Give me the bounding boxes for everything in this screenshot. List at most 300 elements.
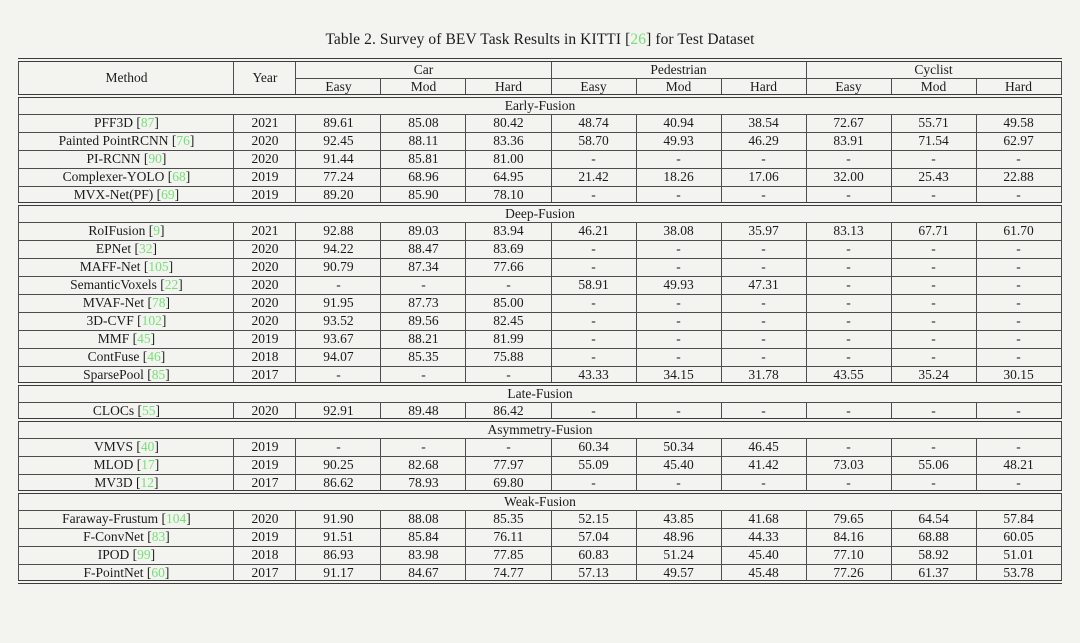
col-header-pedestrian-hard: Hard xyxy=(721,78,806,96)
table-row xyxy=(19,312,1061,330)
value-cell: 18.26 xyxy=(636,168,721,186)
method-cell: Complexer-YOLO [68] xyxy=(19,168,234,186)
caption-citation-link[interactable]: 26 xyxy=(630,31,647,48)
value-cell: 49.57 xyxy=(636,564,721,582)
value-cell: - xyxy=(806,150,891,168)
value-cell: 91.90 xyxy=(296,510,381,528)
value-cell: 55.71 xyxy=(891,114,976,132)
value-cell: 68.96 xyxy=(381,168,466,186)
section-header-row xyxy=(19,420,1061,438)
method-cell: ContFuse [46] xyxy=(19,348,234,366)
caption-text-prefix: Table 2. Survey of BEV Task Results in KITTI [ xyxy=(325,31,631,48)
value-cell: - xyxy=(976,294,1061,312)
year-cell: 2019 xyxy=(234,186,296,204)
table-row xyxy=(19,240,1061,258)
value-cell: 92.88 xyxy=(296,222,381,240)
col-header-cyclist-mod: Mod xyxy=(891,78,976,96)
value-cell: 55.09 xyxy=(551,456,636,474)
value-cell: - xyxy=(721,330,806,348)
value-cell: - xyxy=(976,402,1061,420)
method-cell: SemanticVoxels [22] xyxy=(19,276,234,294)
value-cell: 89.61 xyxy=(296,114,381,132)
table-row xyxy=(19,330,1061,348)
value-cell: - xyxy=(976,186,1061,204)
year-cell: 2020 xyxy=(234,312,296,330)
section-label: Early-Fusion xyxy=(19,96,1061,114)
col-header-pedestrian-mod: Mod xyxy=(636,78,721,96)
table-row xyxy=(19,150,1061,168)
value-cell: 78.93 xyxy=(381,474,466,492)
value-cell: 34.15 xyxy=(636,366,721,384)
value-cell: - xyxy=(636,240,721,258)
method-cell: MMF [45] xyxy=(19,330,234,348)
value-cell: 85.00 xyxy=(466,294,551,312)
value-cell: 77.85 xyxy=(466,546,551,564)
value-cell: 85.35 xyxy=(381,348,466,366)
value-cell: 88.47 xyxy=(381,240,466,258)
value-cell: - xyxy=(721,348,806,366)
value-cell: - xyxy=(976,348,1061,366)
value-cell: - xyxy=(806,186,891,204)
value-cell: - xyxy=(466,438,551,456)
value-cell: - xyxy=(891,258,976,276)
value-cell: 81.99 xyxy=(466,330,551,348)
value-cell: - xyxy=(636,312,721,330)
value-cell: - xyxy=(721,240,806,258)
value-cell: 80.42 xyxy=(466,114,551,132)
method-cell: MVAF-Net [78] xyxy=(19,294,234,312)
method-cell: EPNet [32] xyxy=(19,240,234,258)
value-cell: 60.83 xyxy=(551,546,636,564)
value-cell: 25.43 xyxy=(891,168,976,186)
value-cell: 49.93 xyxy=(636,132,721,150)
value-cell: 22.88 xyxy=(976,168,1061,186)
citation-link[interactable]: 55 xyxy=(142,402,156,418)
value-cell: 55.06 xyxy=(891,456,976,474)
year-cell: 2020 xyxy=(234,276,296,294)
value-cell: - xyxy=(721,150,806,168)
value-cell: - xyxy=(806,330,891,348)
value-cell: - xyxy=(806,276,891,294)
value-cell: 32.00 xyxy=(806,168,891,186)
value-cell: 93.67 xyxy=(296,330,381,348)
value-cell: - xyxy=(806,240,891,258)
value-cell: 35.24 xyxy=(891,366,976,384)
value-cell: 86.42 xyxy=(466,402,551,420)
value-cell: - xyxy=(296,366,381,384)
value-cell: 53.78 xyxy=(976,564,1061,582)
value-cell: 79.65 xyxy=(806,510,891,528)
value-cell: 17.06 xyxy=(721,168,806,186)
value-cell: - xyxy=(806,294,891,312)
year-cell: 2017 xyxy=(234,564,296,582)
col-header-cyclist-easy: Easy xyxy=(806,78,891,96)
year-cell: 2019 xyxy=(234,438,296,456)
method-cell: IPOD [99] xyxy=(19,546,234,564)
value-cell: 69.80 xyxy=(466,474,551,492)
value-cell: 91.44 xyxy=(296,150,381,168)
value-cell: - xyxy=(806,258,891,276)
value-cell: 77.97 xyxy=(466,456,551,474)
table-row xyxy=(19,186,1061,204)
value-cell: - xyxy=(551,240,636,258)
value-cell: 62.97 xyxy=(976,132,1061,150)
col-header-car-easy: Easy xyxy=(296,78,381,96)
value-cell: 85.81 xyxy=(381,150,466,168)
value-cell: - xyxy=(891,330,976,348)
value-cell: - xyxy=(466,276,551,294)
citation-link[interactable]: 12 xyxy=(140,474,155,490)
value-cell: - xyxy=(381,366,466,384)
method-cell: 3D-CVF [102] xyxy=(19,312,234,330)
year-cell: 2020 xyxy=(234,258,296,276)
year-cell: 2020 xyxy=(234,402,296,420)
value-cell: - xyxy=(466,366,551,384)
table-row xyxy=(19,528,1061,546)
value-cell: 91.95 xyxy=(296,294,381,312)
value-cell: 90.79 xyxy=(296,258,381,276)
value-cell: 49.93 xyxy=(636,276,721,294)
value-cell: - xyxy=(976,474,1061,492)
citation-link[interactable]: 45 xyxy=(137,331,151,347)
value-cell: 91.17 xyxy=(296,564,381,582)
value-cell: - xyxy=(891,276,976,294)
value-cell: 30.15 xyxy=(976,366,1061,384)
table-row xyxy=(19,348,1061,366)
value-cell: - xyxy=(636,294,721,312)
value-cell: - xyxy=(891,294,976,312)
value-cell: 87.73 xyxy=(381,294,466,312)
table-row xyxy=(19,474,1061,492)
year-cell: 2020 xyxy=(234,150,296,168)
value-cell: - xyxy=(551,258,636,276)
value-cell: 43.85 xyxy=(636,510,721,528)
value-cell: 84.16 xyxy=(806,528,891,546)
table-row xyxy=(19,564,1061,582)
value-cell: - xyxy=(891,402,976,420)
value-cell: 85.08 xyxy=(381,114,466,132)
col-header-cyclist-hard: Hard xyxy=(976,78,1061,96)
table-row xyxy=(19,402,1061,420)
citation-link[interactable]: 105 xyxy=(148,259,169,275)
table-row xyxy=(19,546,1061,564)
value-cell: - xyxy=(891,150,976,168)
value-cell: - xyxy=(976,330,1061,348)
citation-link[interactable]: 102 xyxy=(141,313,162,329)
col-header-car-hard: Hard xyxy=(466,78,551,96)
value-cell: 58.91 xyxy=(551,276,636,294)
citation-link[interactable]: 104 xyxy=(166,511,187,527)
value-cell: 83.98 xyxy=(381,546,466,564)
value-cell: - xyxy=(551,294,636,312)
citation-link[interactable]: 32 xyxy=(139,241,153,257)
value-cell: - xyxy=(721,474,806,492)
col-header-pedestrian-easy: Easy xyxy=(551,78,636,96)
value-cell: 45.40 xyxy=(721,546,806,564)
value-cell: 61.70 xyxy=(976,222,1061,240)
value-cell: 89.20 xyxy=(296,186,381,204)
value-cell: 40.94 xyxy=(636,114,721,132)
value-cell: 94.22 xyxy=(296,240,381,258)
bev-results-table xyxy=(18,58,1061,584)
value-cell: 64.95 xyxy=(466,168,551,186)
citation-link[interactable]: 22 xyxy=(164,277,179,293)
value-cell: 68.88 xyxy=(891,528,976,546)
table-body xyxy=(19,96,1061,582)
value-cell: 73.03 xyxy=(806,456,891,474)
value-cell: 41.42 xyxy=(721,456,806,474)
value-cell: - xyxy=(636,402,721,420)
value-cell: 72.67 xyxy=(806,114,891,132)
value-cell: - xyxy=(551,186,636,204)
value-cell: - xyxy=(636,348,721,366)
value-cell: 91.51 xyxy=(296,528,381,546)
year-cell: 2021 xyxy=(234,114,296,132)
value-cell: - xyxy=(806,474,891,492)
value-cell: 83.94 xyxy=(466,222,551,240)
value-cell: - xyxy=(721,294,806,312)
citation-link[interactable]: 85 xyxy=(151,366,166,382)
value-cell: 94.07 xyxy=(296,348,381,366)
citation-link[interactable]: 40 xyxy=(140,439,155,455)
year-cell: 2021 xyxy=(234,222,296,240)
value-cell: 61.37 xyxy=(891,564,976,582)
col-header-year: Year xyxy=(234,60,296,96)
citation-link[interactable]: 60 xyxy=(151,564,165,580)
header-group-row xyxy=(19,60,1061,78)
section-label: Deep-Fusion xyxy=(19,204,1061,222)
citation-link[interactable]: 76 xyxy=(176,133,190,149)
citation-link[interactable]: 17 xyxy=(141,457,155,473)
value-cell: 43.55 xyxy=(806,366,891,384)
value-cell: 52.15 xyxy=(551,510,636,528)
section-header-row xyxy=(19,492,1061,510)
method-cell: PFF3D [87] xyxy=(19,114,234,132)
citation-link[interactable]: 9 xyxy=(153,223,161,239)
value-cell: 45.40 xyxy=(636,456,721,474)
value-cell: 21.42 xyxy=(551,168,636,186)
value-cell: 48.96 xyxy=(636,528,721,546)
value-cell: - xyxy=(891,240,976,258)
method-cell: F-ConvNet [83] xyxy=(19,528,234,546)
value-cell: 83.69 xyxy=(466,240,551,258)
value-cell: 83.91 xyxy=(806,132,891,150)
value-cell: 67.71 xyxy=(891,222,976,240)
col-group-pedestrian: Pedestrian xyxy=(551,60,806,78)
year-cell: 2019 xyxy=(234,330,296,348)
value-cell: 75.88 xyxy=(466,348,551,366)
value-cell: 46.29 xyxy=(721,132,806,150)
value-cell: 84.67 xyxy=(381,564,466,582)
value-cell: 77.10 xyxy=(806,546,891,564)
col-header-method: Method xyxy=(19,60,234,96)
value-cell: - xyxy=(296,438,381,456)
year-cell: 2017 xyxy=(234,474,296,492)
value-cell: 71.54 xyxy=(891,132,976,150)
value-cell: - xyxy=(976,438,1061,456)
value-cell: 50.34 xyxy=(636,438,721,456)
year-cell: 2018 xyxy=(234,546,296,564)
value-cell: 49.58 xyxy=(976,114,1061,132)
table-row xyxy=(19,456,1061,474)
value-cell: - xyxy=(551,402,636,420)
value-cell: - xyxy=(381,276,466,294)
table-row xyxy=(19,366,1061,384)
value-cell: - xyxy=(551,474,636,492)
table-row xyxy=(19,258,1061,276)
citation-link[interactable]: 69 xyxy=(161,186,175,202)
value-cell: 77.26 xyxy=(806,564,891,582)
value-cell: 92.45 xyxy=(296,132,381,150)
year-cell: 2020 xyxy=(234,294,296,312)
value-cell: 43.33 xyxy=(551,366,636,384)
value-cell: 83.13 xyxy=(806,222,891,240)
citation-link[interactable]: 46 xyxy=(147,349,161,365)
value-cell: - xyxy=(806,312,891,330)
value-cell: - xyxy=(891,348,976,366)
value-cell: 90.25 xyxy=(296,456,381,474)
value-cell: 38.08 xyxy=(636,222,721,240)
table-row xyxy=(19,114,1061,132)
value-cell: 57.84 xyxy=(976,510,1061,528)
value-cell: 46.21 xyxy=(551,222,636,240)
table-row xyxy=(19,294,1061,312)
table-row xyxy=(19,438,1061,456)
value-cell: 78.10 xyxy=(466,186,551,204)
citation-link[interactable]: 87 xyxy=(140,115,155,131)
value-cell: 76.11 xyxy=(466,528,551,546)
table-row xyxy=(19,276,1061,294)
section-header-row xyxy=(19,204,1061,222)
year-cell: 2020 xyxy=(234,132,296,150)
value-cell: - xyxy=(551,330,636,348)
value-cell: 89.56 xyxy=(381,312,466,330)
value-cell: 51.01 xyxy=(976,546,1061,564)
section-label: Weak-Fusion xyxy=(19,492,1061,510)
value-cell: - xyxy=(891,438,976,456)
value-cell: 46.45 xyxy=(721,438,806,456)
value-cell: 51.24 xyxy=(636,546,721,564)
citation-link[interactable]: 83 xyxy=(151,529,166,545)
citation-link[interactable]: 68 xyxy=(172,169,186,185)
table-row xyxy=(19,222,1061,240)
value-cell: 45.48 xyxy=(721,564,806,582)
value-cell: 41.68 xyxy=(721,510,806,528)
value-cell: 86.93 xyxy=(296,546,381,564)
value-cell: 77.24 xyxy=(296,168,381,186)
value-cell: - xyxy=(636,330,721,348)
value-cell: 48.21 xyxy=(976,456,1061,474)
value-cell: 82.45 xyxy=(466,312,551,330)
value-cell: 64.54 xyxy=(891,510,976,528)
value-cell: 31.78 xyxy=(721,366,806,384)
section-label: Asymmetry-Fusion xyxy=(19,420,1061,438)
year-cell: 2020 xyxy=(234,240,296,258)
value-cell: - xyxy=(976,312,1061,330)
citation-link[interactable]: 99 xyxy=(137,547,151,563)
value-cell: - xyxy=(891,186,976,204)
value-cell: 48.74 xyxy=(551,114,636,132)
value-cell: 85.84 xyxy=(381,528,466,546)
value-cell: - xyxy=(976,258,1061,276)
value-cell: - xyxy=(976,276,1061,294)
value-cell: 88.21 xyxy=(381,330,466,348)
value-cell: 86.62 xyxy=(296,474,381,492)
method-cell: Painted PointRCNN [76] xyxy=(19,132,234,150)
value-cell: - xyxy=(381,438,466,456)
value-cell: - xyxy=(636,474,721,492)
value-cell: - xyxy=(721,402,806,420)
value-cell: 60.05 xyxy=(976,528,1061,546)
value-cell: 57.13 xyxy=(551,564,636,582)
value-cell: 85.35 xyxy=(466,510,551,528)
method-cell: PI-RCNN [90] xyxy=(19,150,234,168)
value-cell: - xyxy=(806,402,891,420)
value-cell: 88.08 xyxy=(381,510,466,528)
value-cell: 85.90 xyxy=(381,186,466,204)
method-cell: MV3D [12] xyxy=(19,474,234,492)
citation-link[interactable]: 78 xyxy=(152,295,166,311)
value-cell: - xyxy=(721,186,806,204)
method-cell: CLOCs [55] xyxy=(19,402,234,420)
section-label: Late-Fusion xyxy=(19,384,1061,402)
value-cell: - xyxy=(636,150,721,168)
value-cell: - xyxy=(806,438,891,456)
value-cell: 89.03 xyxy=(381,222,466,240)
method-cell: RoIFusion [9] xyxy=(19,222,234,240)
value-cell: 87.34 xyxy=(381,258,466,276)
method-cell: MLOD [17] xyxy=(19,456,234,474)
value-cell: 58.70 xyxy=(551,132,636,150)
year-cell: 2019 xyxy=(234,168,296,186)
value-cell: - xyxy=(551,150,636,168)
method-cell: SparsePool [85] xyxy=(19,366,234,384)
value-cell: - xyxy=(551,312,636,330)
value-cell: 92.91 xyxy=(296,402,381,420)
table-row xyxy=(19,168,1061,186)
col-group-cyclist: Cyclist xyxy=(806,60,1061,78)
citation-link[interactable]: 90 xyxy=(148,151,162,167)
year-cell: 2017 xyxy=(234,366,296,384)
value-cell: - xyxy=(976,150,1061,168)
caption-text-suffix: ] for Test Dataset xyxy=(646,31,755,48)
value-cell: 44.33 xyxy=(721,528,806,546)
method-cell: F-PointNet [60] xyxy=(19,564,234,582)
method-cell: Faraway-Frustum [104] xyxy=(19,510,234,528)
value-cell: 77.66 xyxy=(466,258,551,276)
value-cell: - xyxy=(551,348,636,366)
year-cell: 2018 xyxy=(234,348,296,366)
value-cell: 57.04 xyxy=(551,528,636,546)
value-cell: - xyxy=(636,258,721,276)
value-cell: 58.92 xyxy=(891,546,976,564)
value-cell: 82.68 xyxy=(381,456,466,474)
value-cell: - xyxy=(806,348,891,366)
value-cell: 83.36 xyxy=(466,132,551,150)
col-header-car-mod: Mod xyxy=(381,78,466,96)
value-cell: 35.97 xyxy=(721,222,806,240)
method-cell: MAFF-Net [105] xyxy=(19,258,234,276)
method-cell: MVX-Net(PF) [69] xyxy=(19,186,234,204)
value-cell: 47.31 xyxy=(721,276,806,294)
value-cell: - xyxy=(976,240,1061,258)
value-cell: 93.52 xyxy=(296,312,381,330)
value-cell: 89.48 xyxy=(381,402,466,420)
section-header-row xyxy=(19,96,1061,114)
year-cell: 2020 xyxy=(234,510,296,528)
value-cell: 60.34 xyxy=(551,438,636,456)
year-cell: 2019 xyxy=(234,456,296,474)
